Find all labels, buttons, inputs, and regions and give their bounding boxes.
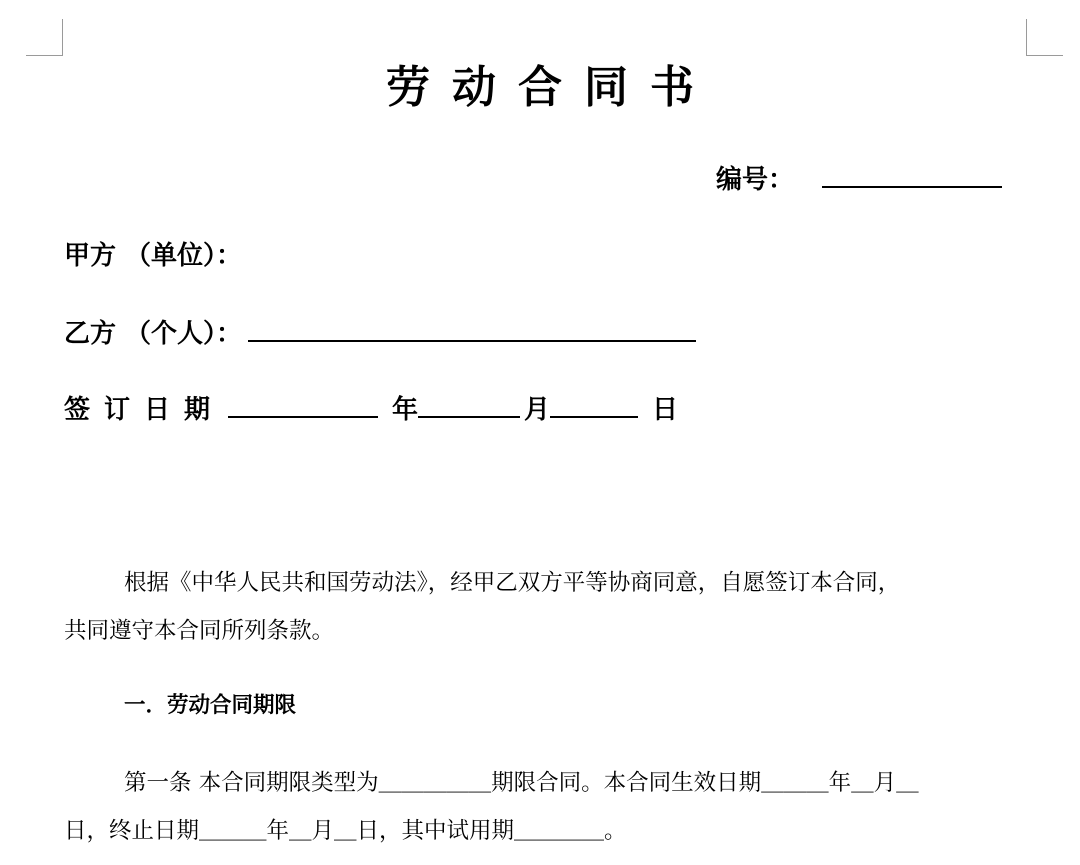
party-a-row xyxy=(64,238,242,274)
party-b-blank[interactable] xyxy=(248,314,696,342)
article-1-line-1: 第一条 本合同期限类型为＿＿＿＿＿期限合同。本合同生效日期＿＿＿年＿月＿ xyxy=(124,770,919,796)
sign-month-blank[interactable] xyxy=(418,390,520,418)
sign-month-unit: 月 xyxy=(524,395,551,425)
intro-line-2: 共同遵守本合同所列条款。 xyxy=(64,618,335,644)
serial-number-blank[interactable] xyxy=(822,160,1002,188)
page-corner-mark-top-right xyxy=(1026,19,1063,56)
party-a-label: 甲方 （单位）： xyxy=(64,241,243,271)
sign-year-unit: 年 xyxy=(392,395,419,425)
sign-date-label: 签订日期 xyxy=(64,395,225,425)
party-b-row xyxy=(64,314,696,352)
sign-date-row xyxy=(64,390,678,428)
sign-day-blank[interactable] xyxy=(550,390,638,418)
document-title: 劳动合同书 xyxy=(386,62,716,113)
article-1-line-2: 日，终止日期＿＿＿年＿月＿日，其中试用期＿＿＿＿。 xyxy=(64,818,627,844)
sign-day-unit: 日 xyxy=(652,395,679,425)
intro-paragraph xyxy=(64,559,1024,655)
article-1-paragraph xyxy=(64,759,1024,855)
intro-line-1: 根据《中华人民共和国劳动法》，经甲乙双方平等协商同意，自愿签订本合同， xyxy=(124,570,901,596)
serial-number-label: 编号： xyxy=(716,165,795,195)
page-corner-mark-top-left xyxy=(26,19,63,56)
party-b-label: 乙方 （个人）： xyxy=(64,319,243,349)
section-heading-contract-term: 一．劳动合同期限 xyxy=(124,693,297,718)
serial-number-row xyxy=(716,160,1002,198)
sign-year-blank[interactable] xyxy=(228,390,378,418)
